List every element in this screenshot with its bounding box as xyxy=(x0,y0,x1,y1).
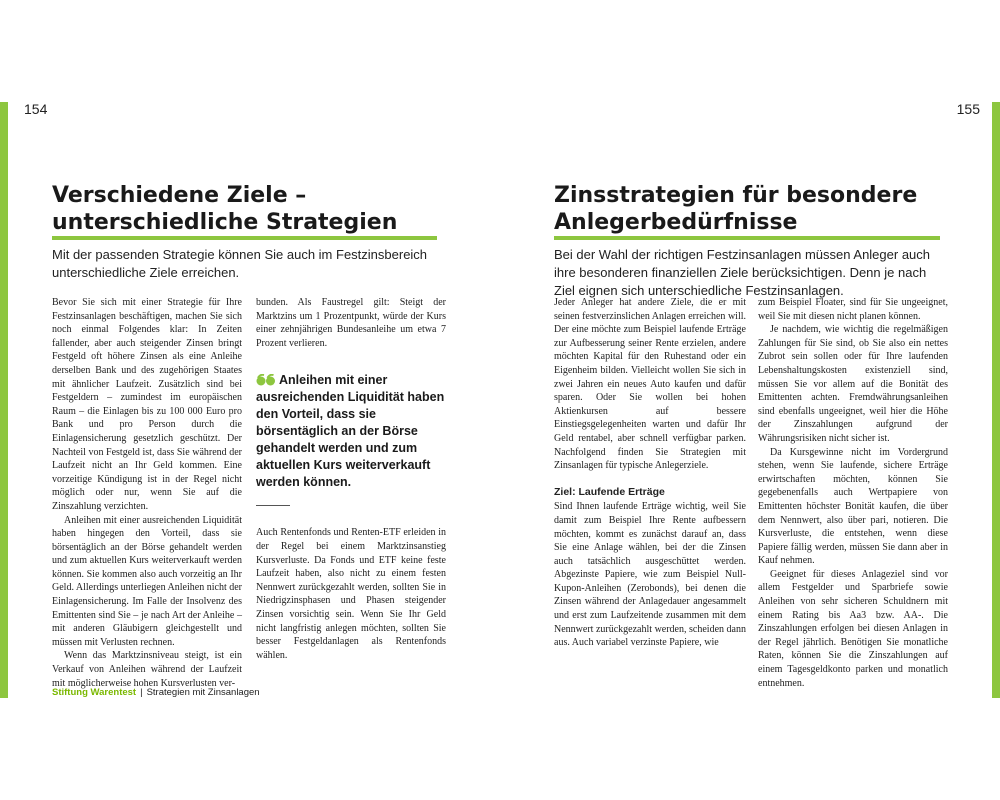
right-col1-para2: Sind Ihnen laufende Erträge wichtig, weil Sie damit zum Beispiel Ihre Rente aufbessern möchten, kommt es zunächst darauf an, dass Sie eine Anlage wählen, bei der die Zinsen auch tatsächlich ausgeschüttet werden. Abgezinste Papiere, wie zum Beispiel Null-Kupon-Anleihen (Zerobonds), bei denen die Zinsen während der Anlagedauer angesammelt und erst zum Laufzeitende zusammen mit dem Nennwert zurückgezahlt werden, scheiden dann aus. Auch variabel verzinste Papiere, wie xyxy=(554,501,746,649)
right-title-line1: Zinsstrategien für besondere xyxy=(554,183,918,208)
subheading-laufende-ertraege: Ziel: Laufende Erträge xyxy=(554,485,665,498)
right-col1-para1: Jeder Anleger hat andere Ziele, die er mit seinen festverzinslichen Anlagen erreichen will. Der eine möchte zum Beispiel laufende Erträge zur Aufbesserung seiner Rente erzielen, andere möchten Kapital für den Ruhestand oder ein Eigenheim bilden. Vielleicht wollen Sie sich in zwei Jahren ein neues Auto kaufen und dafür sparen. Oder Sie wollen bei hohen Aktienkursen auf bessere Einstiegsgelegenheiten warten und dafür Ihr Geld rentabel, aber schnell verfügbar parken. Nachfolgend finden Sie Strategien mit Zinsanlagen für typische Anlegerziele. xyxy=(554,297,746,472)
right-column-1 xyxy=(554,296,746,650)
left-col1-para3: Wenn das Marktzinsniveau steigt, ist ein Verkauf von Anleihen während der Laufzeit mit möglicherweise hohen Kursverlusten ver- xyxy=(52,650,242,689)
page-number-left: 154 xyxy=(24,101,48,117)
left-lead-text: Mit der passenden Strategie können Sie auch im Festzinsbereich unterschiedliche Ziele erreichen. xyxy=(52,247,428,280)
right-title-rule xyxy=(554,236,940,240)
left-page-title xyxy=(52,182,397,236)
footer-section: Strategien mit Zinsanlagen xyxy=(146,687,260,698)
footer-brand: Stiftung Warentest xyxy=(52,687,137,698)
right-accent-bar xyxy=(992,102,1000,698)
right-col2-para4: Geeignet für dieses Anlageziel sind vor allem Festgelder und Sparbriefe sowie Anleihen von sehr sicheren Schuldnern mit einem Rating bis Aa3 bzw. AA-. Die Zinszahlungen erfolgen bei diesen Anlagen in der Regel jährlich. Benötigen Sie monatliche Raten, können Sie die Zinszahlungen auf einem Tagesgeldkonto parken und monatlich entnehmen. xyxy=(758,568,948,689)
right-title-line2: Anlegerbedürfnisse xyxy=(554,210,798,235)
right-col2-para2: Je nachdem, wie wichtig die regelmäßigen Zahlungen für Sie sind, ob Sie also ein nettes Zubrot sein sollen oder für Ihre laufenden Lebenshaltungskosten existenziell sind, müssen Sie vor allem auf die Bonität des Emittenten achten. Fremdwährungsanleihen sind ebenfalls ungeeignet, weil hier die Höhe der Zinszahlungen aufgrund der Währungsrisiken nicht sicher ist. xyxy=(758,324,948,444)
pull-quote xyxy=(256,372,446,491)
right-col2-para3: Da Kursgewinne nicht im Vordergrund stehen, wenn Sie laufende, sichere Erträge erwirtschaften möchten, können Sie gegebenenfalls auch Wertpapiere von Emittenten höchster Bonität kaufen, die über dem Nennwert, also über pari, notieren. Die Kursverluste, die entstehen, wenn diese Papiere fällig werden, müssen Sie dann aber in Kauf nehmen. xyxy=(758,446,948,567)
left-accent-bar xyxy=(0,102,8,698)
left-title-line2: unterschiedliche Strategien xyxy=(52,210,398,235)
pull-quote-rule xyxy=(256,505,290,506)
pull-quote-text: Anleihen mit einer ausreichenden Liquidität haben den Vorteil, dass sie börsentäglich an der Börse gehandelt werden und zum aktuellen Kurs weiterverkauft werden können. xyxy=(256,373,445,490)
right-lead-text: Bei der Wahl der richtigen Festzinsanlagen müssen Anleger auch ihre besonderen finanziellen Ziele berücksichtigen. Denn je nach Ziel eignen sich unterschiedliche Festzinsanlagen. xyxy=(554,247,931,298)
left-col2-para2: Auch Rentenfonds und Renten-ETF erleiden in der Regel bei einem Marktzinsanstieg Kursverluste. Da Fonds und ETF keine feste Laufzeit haben, also nicht zu einem festen Nennwert zurückgezahlt werden, sollten Sie in Niedrigzinsphasen und Phasen steigender Zinsen vorsichtig sein. Wenn Sie Ihr Geld nicht langfristig anlegen möchten, sollten Sie besser Festgeldanlagen als Rentenfonds wählen. xyxy=(256,527,446,661)
page-number-right: 155 xyxy=(956,101,980,117)
footer-separator: | xyxy=(140,687,143,698)
left-column-1 xyxy=(52,296,242,690)
page-footer xyxy=(52,687,260,698)
right-column-2 xyxy=(758,296,948,690)
left-title-line1: Verschiedene Ziele – xyxy=(52,183,307,208)
left-col2-para1: bunden. Als Faustregel gilt: Steigt der Marktzins um 1 Prozentpunkt, würde der Kurs einer zehnjährigen Bundesanleihe um etwa 7 Prozent verlieren. xyxy=(256,297,446,349)
quote-mark-icon xyxy=(256,374,276,386)
left-column-2 xyxy=(256,296,446,662)
right-page-title xyxy=(554,182,917,236)
left-title-rule xyxy=(52,236,437,240)
left-col1-para2: Anleihen mit einer ausreichenden Liquidität haben hingegen den Vorteil, dass sie börsentäglich an der Börse gehandelt werden und zum aktuellen Kurs weiterverkauft werden können. Sie kommen also auch vorzeitig an Ihr Geld. Allerdings unterliegen Anleihen nicht der Einlagensicherung. Im Falle der Insolvenz des Emittenten sind Sie – je nach Art der Anleihe – mit anderen Gläubigern gleichgestellt und müssen mit Verlusten rechnen. xyxy=(52,514,242,648)
left-col1-para1: Bevor Sie sich mit einer Strategie für Ihre Festzinsanlagen beschäftigen, machen Sie sich noch einmal Folgendes klar: In Zeiten fallender, aber auch steigender Zinsen bringt Festgeld oft höhere Zinsen als eine Anleihe derselben Bank und des zugehörigen Staates mit ähnlicher Laufzeit. Zusätzlich sind bei Festgeldern – zumindest im europäischen Raum – die Einlagen bis zu 100 000 Euro pro Bank und pro Person durch die Einlagensicherung gesetzlich geschützt. Der Nachteil von Festgeld ist, dass Sie während der Laufzeit nicht an Ihr Geld kommen. Eine vorzeitige Kündigung ist in der Regel nicht möglich oder nur, wenn Sie auf die Zinszahlung verzichten. xyxy=(52,297,242,512)
right-col2-para1: zum Beispiel Floater, sind für Sie ungeeignet, weil Sie mit diesen nicht planen können. xyxy=(758,297,948,322)
